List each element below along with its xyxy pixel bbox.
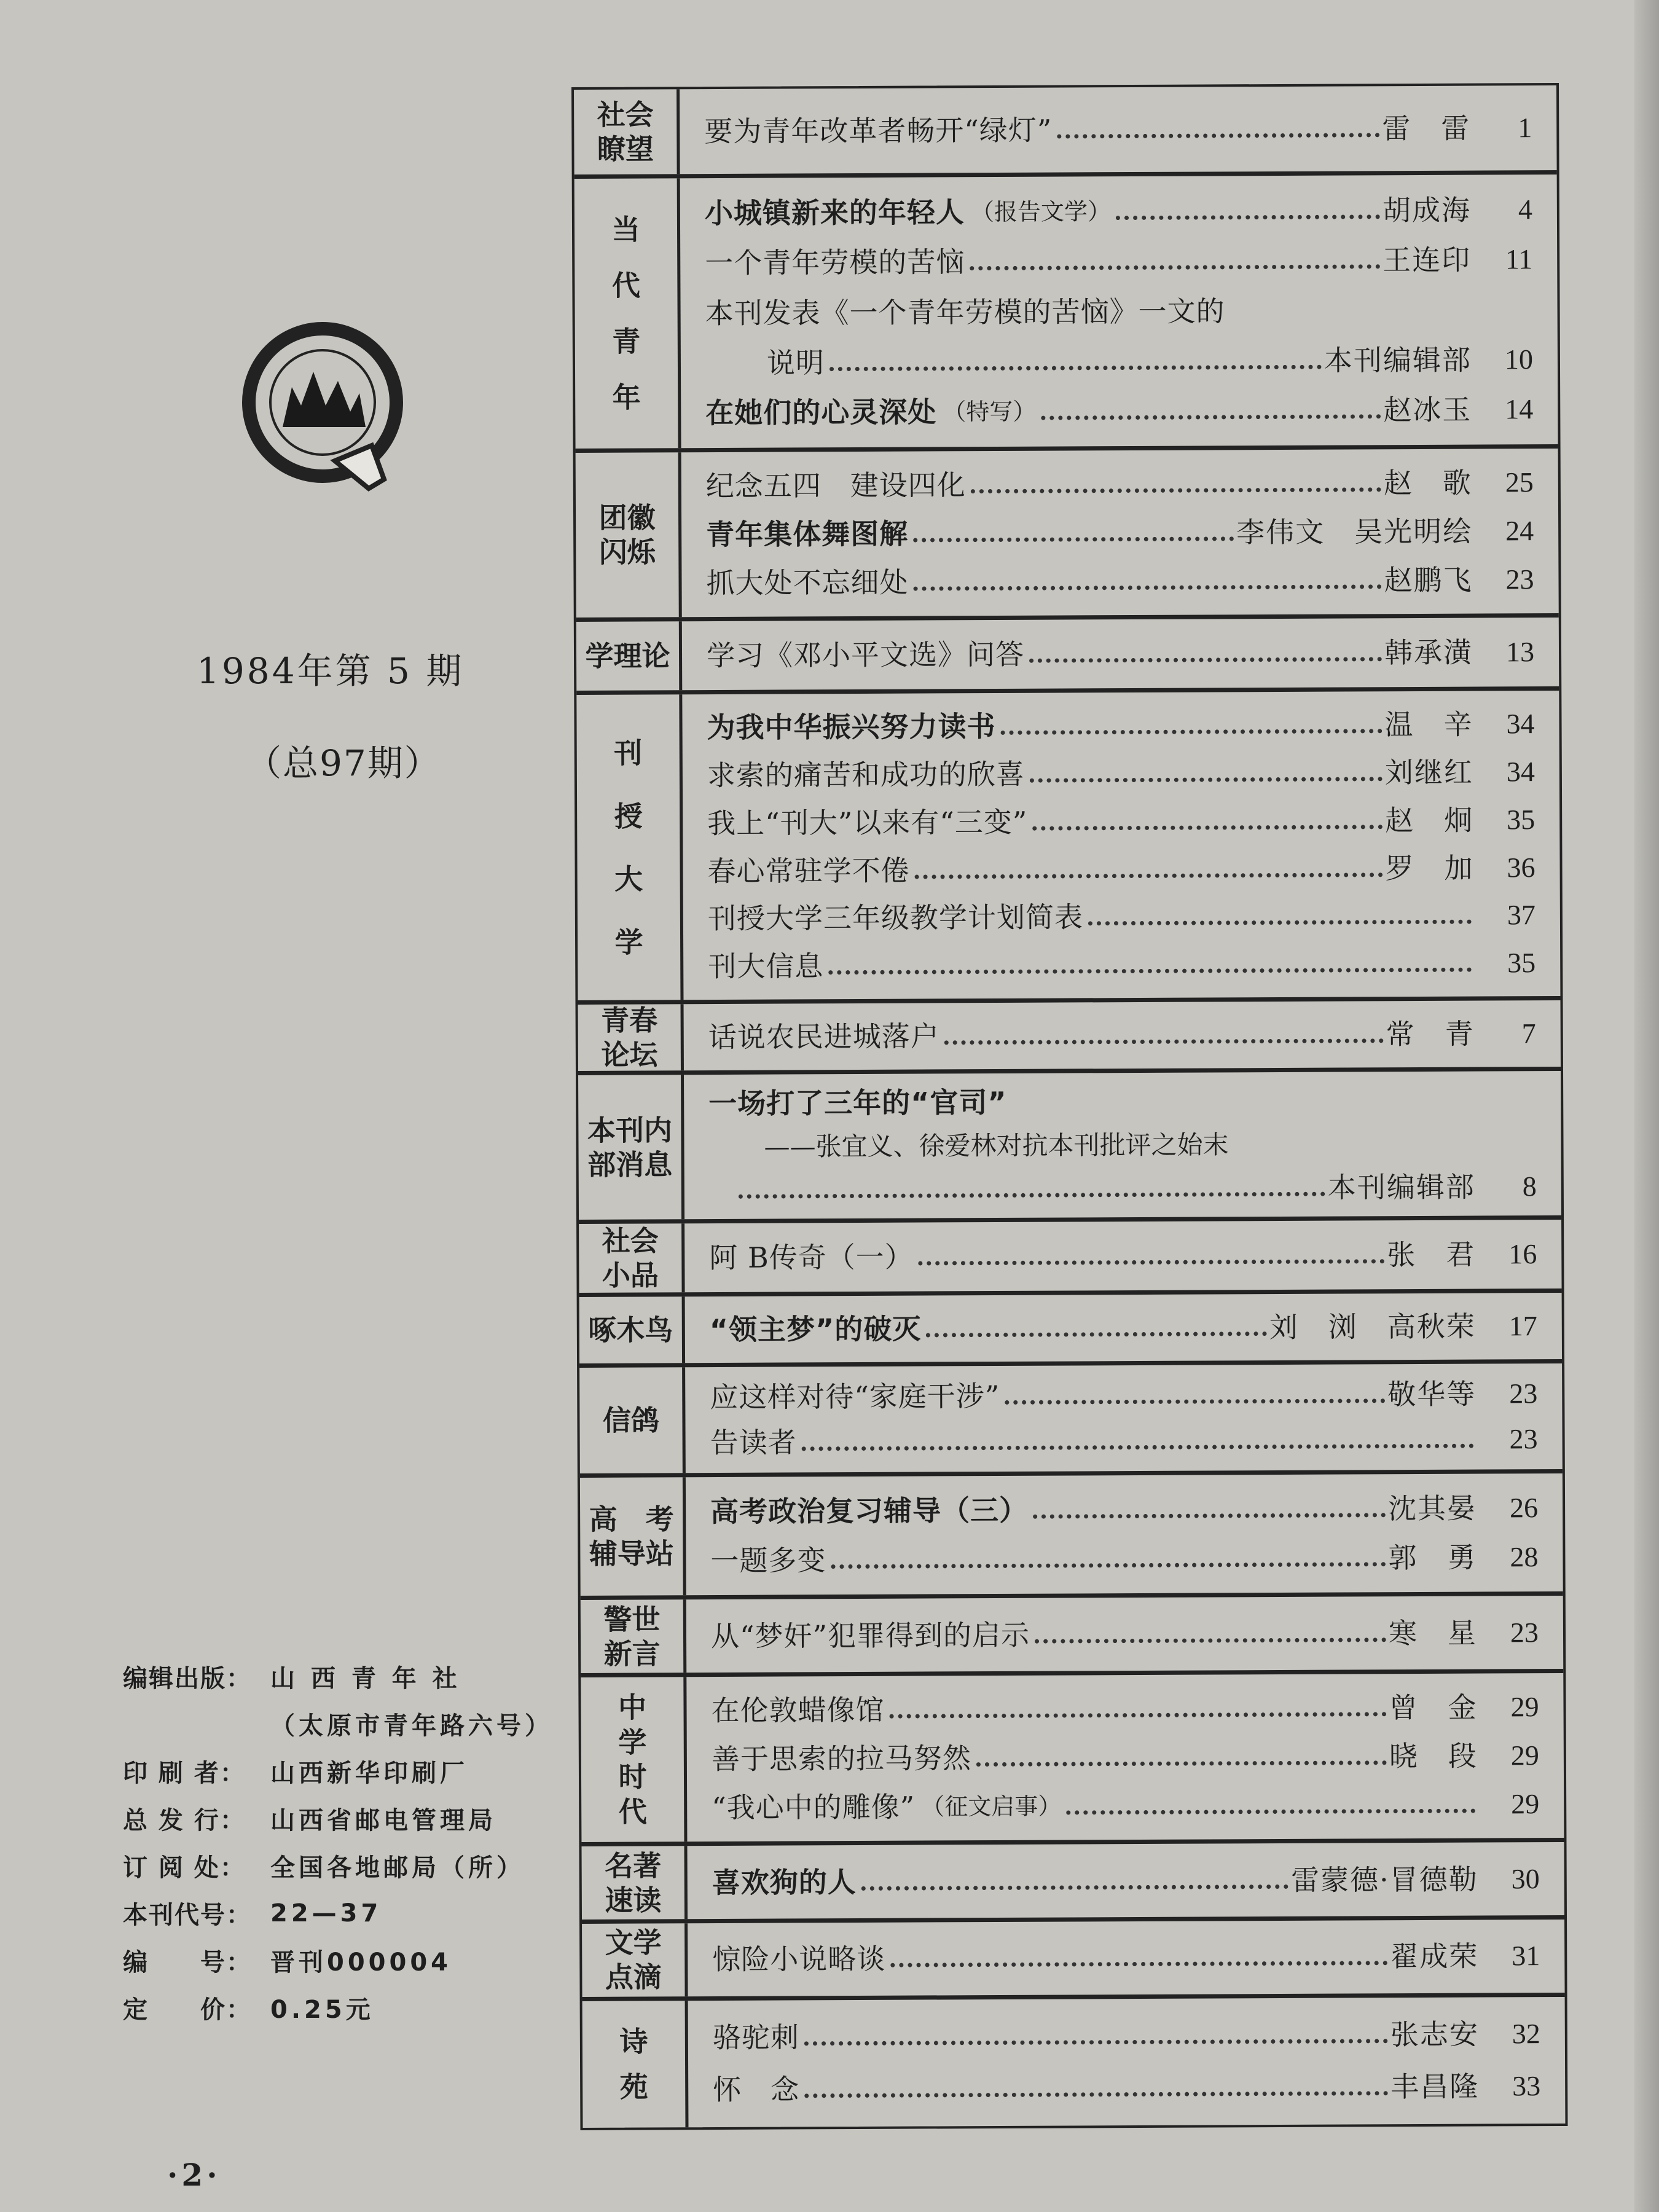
category-label-line: 闪烁 xyxy=(598,535,656,569)
entry-page-number[interactable]: 23 xyxy=(1505,563,1534,595)
section-category xyxy=(578,1075,684,1220)
entry-page-number[interactable]: 25 xyxy=(1505,466,1534,498)
section-category xyxy=(580,1477,686,1596)
dot-leader xyxy=(1030,777,1382,783)
entry-page-number[interactable]: 34 xyxy=(1506,756,1535,788)
toc-entry[interactable] xyxy=(713,2068,1540,2108)
toc-entry[interactable] xyxy=(708,897,1535,938)
entry-title[interactable]: 刊大信息 xyxy=(708,949,824,984)
toc-section xyxy=(578,1071,1561,1224)
toc-section xyxy=(574,85,1557,179)
issue-number: 1984年第 5 期 xyxy=(197,650,465,692)
entry-author: 王连印 xyxy=(1382,243,1472,277)
entry-title[interactable]: 怀 念 xyxy=(713,2073,800,2107)
category-label-line: 点滴 xyxy=(605,1960,662,1994)
category-label-line: 小品 xyxy=(602,1258,659,1293)
colophon-label: 总 发 行： xyxy=(123,1806,246,1835)
entry-author: 翟成荣 xyxy=(1390,1939,1479,1974)
dot-leader xyxy=(830,364,1322,371)
section-entries xyxy=(686,1473,1563,1596)
page-number: ·2· xyxy=(167,2157,221,2193)
page-edge-shadow xyxy=(1634,0,1659,2212)
section-category xyxy=(576,621,682,691)
dot-leader xyxy=(913,536,1234,542)
section-category xyxy=(581,1599,687,1673)
dot-leader xyxy=(828,968,1472,975)
entry-genre-note: （报告文学） xyxy=(970,198,1112,226)
dot-leader xyxy=(1032,825,1382,830)
dot-leader xyxy=(1116,214,1380,220)
colophon-value: （太原市青年路六号） xyxy=(270,1712,553,1740)
entry-genre-note: （特写） xyxy=(943,398,1037,426)
category-label-line: 刊 xyxy=(614,736,643,770)
entry-title[interactable]: 一个青年劳模的苦恼 xyxy=(705,245,965,280)
toc-entry[interactable] xyxy=(712,1861,1540,1901)
dot-leader xyxy=(802,1443,1474,1451)
magazine-logo xyxy=(230,313,421,498)
entry-title[interactable]: 高考政治复习辅导（三） xyxy=(710,1493,1029,1528)
colophon-value: 0.25元 xyxy=(270,1996,374,2024)
category-label-line: 当 xyxy=(611,213,640,246)
section-entries xyxy=(685,1363,1563,1473)
dot-leader xyxy=(890,1961,1387,1967)
entry-title[interactable]: “领主梦”的破灭 xyxy=(709,1312,922,1347)
entry-page-number[interactable]: 11 xyxy=(1505,243,1533,275)
toc-entry[interactable] xyxy=(704,109,1532,150)
entry-page-number[interactable]: 34 xyxy=(1506,708,1535,740)
section-category xyxy=(582,2001,689,2128)
colophon-value: 22—37 xyxy=(270,1899,382,1928)
toc-entry[interactable] xyxy=(711,1614,1539,1655)
category-label-line: 社会 xyxy=(602,1224,659,1258)
entry-page-number[interactable]: 7 xyxy=(1521,1018,1536,1049)
dot-leader xyxy=(1005,1399,1385,1405)
dot-leader xyxy=(1057,133,1379,138)
entry-page-number[interactable]: 31 xyxy=(1512,1940,1540,1972)
category-label-line: 年 xyxy=(612,380,641,414)
dot-leader xyxy=(914,584,1382,590)
colophon-row xyxy=(123,1842,553,1889)
entry-page-number[interactable]: 1 xyxy=(1518,111,1532,144)
category-label-line: 新言 xyxy=(603,1636,661,1671)
entry-author: 张志安 xyxy=(1390,2017,1479,2052)
toc-entry[interactable] xyxy=(708,1082,1536,1123)
toc-entry[interactable] xyxy=(710,1539,1538,1579)
toc-entry[interactable] xyxy=(708,944,1535,985)
entry-title[interactable]: 要为青年改革者畅开“绿灯” xyxy=(704,113,1053,148)
toc-section xyxy=(581,1596,1564,1677)
entry-author: 雷蒙德·冒德勒 xyxy=(1290,1862,1478,1897)
entry-page-number[interactable]: 16 xyxy=(1508,1238,1537,1270)
section-entries xyxy=(680,85,1557,174)
section-category xyxy=(581,1677,687,1842)
entry-page-number[interactable]: 4 xyxy=(1518,194,1532,226)
category-label-line: 瞭望 xyxy=(597,132,654,166)
toc-section xyxy=(582,1920,1565,2001)
entry-title[interactable]: 求索的痛苦和成功的欣喜 xyxy=(707,757,1026,793)
dot-leader xyxy=(1066,1809,1475,1815)
entry-author: 温 辛 xyxy=(1384,707,1473,742)
dot-leader xyxy=(1088,920,1472,926)
toc-entry[interactable] xyxy=(710,1376,1537,1416)
colophon-row xyxy=(123,1889,553,1937)
toc-section xyxy=(581,1842,1564,1924)
entry-page-number[interactable]: 29 xyxy=(1511,1788,1540,1820)
toc-entry-leader[interactable] xyxy=(709,1168,1537,1209)
category-label-line: 速读 xyxy=(605,1883,662,1917)
category-label-line: 学理论 xyxy=(585,639,670,673)
colophon-value: 山西省邮电管理局 xyxy=(270,1806,496,1835)
entry-author: 赵鹏飞 xyxy=(1384,563,1473,597)
toc-entry[interactable] xyxy=(709,1236,1537,1277)
entry-title[interactable]: 一题多变 xyxy=(710,1543,826,1578)
section-category xyxy=(579,1297,685,1363)
colophon-row xyxy=(123,1795,553,1842)
entry-title[interactable]: 小城镇新来的年轻人 xyxy=(704,195,965,230)
entry-title[interactable]: 应这样对待“家庭干涉” xyxy=(710,1379,1000,1414)
category-label-line: 警世 xyxy=(603,1602,661,1636)
dot-leader xyxy=(944,1038,1384,1045)
section-entries xyxy=(682,691,1560,1000)
colophon-row xyxy=(123,1984,553,2031)
toc-section xyxy=(578,1000,1561,1075)
entry-title[interactable]: 从“梦奸”犯罪得到的启示 xyxy=(710,1618,1030,1653)
section-entries xyxy=(681,449,1559,617)
section-category xyxy=(579,1224,684,1293)
toc-section xyxy=(576,449,1559,621)
entry-page-number[interactable]: 28 xyxy=(1510,1541,1539,1573)
category-label-line: 学 xyxy=(618,1725,647,1759)
section-entries xyxy=(688,1920,1565,1996)
colophon xyxy=(123,1653,553,2031)
section-category xyxy=(574,89,680,174)
toc-section xyxy=(579,1363,1563,1478)
category-label-line: 高 考 xyxy=(589,1502,674,1536)
entry-author: 胡成海 xyxy=(1382,193,1472,227)
toc-section xyxy=(576,691,1560,1005)
toc-entry[interactable] xyxy=(708,1015,1536,1056)
entry-author: 敬华等 xyxy=(1387,1377,1477,1411)
entry-page-number[interactable]: 29 xyxy=(1510,1739,1539,1771)
entry-page-number[interactable]: 32 xyxy=(1512,2018,1540,2050)
dot-leader xyxy=(970,264,1380,270)
entry-page-number[interactable]: 30 xyxy=(1511,1862,1540,1894)
entry-title[interactable]: 善于思索的拉马努然 xyxy=(711,1741,971,1776)
dot-leader xyxy=(890,1712,1387,1719)
category-label-line: 中 xyxy=(618,1690,647,1724)
toc-section xyxy=(576,618,1559,696)
toc-section xyxy=(582,1997,1566,2128)
section-entries xyxy=(686,1596,1564,1673)
toc-entry-continued[interactable] xyxy=(705,341,1533,382)
entry-page-number[interactable]: 23 xyxy=(1509,1422,1538,1454)
colophon-label: 编 号： xyxy=(123,1948,252,1977)
section-entries xyxy=(688,1997,1566,2128)
entry-title[interactable]: 纪念五四 建设四化 xyxy=(705,468,966,503)
section-category xyxy=(576,453,682,618)
entry-author: 赵 炯 xyxy=(1385,803,1474,837)
category-label-line: 啄木鸟 xyxy=(588,1313,673,1347)
entry-title[interactable]: 为我中华振兴努力读书 xyxy=(707,710,996,745)
toc-entry[interactable] xyxy=(713,2016,1540,2057)
entry-page-number[interactable]: 35 xyxy=(1507,947,1536,979)
colophon-label: 印 刷 者： xyxy=(123,1759,246,1787)
entry-author: 丰昌隆 xyxy=(1390,2069,1480,2104)
entry-author: 刘继红 xyxy=(1384,755,1473,790)
entry-page-number[interactable]: 36 xyxy=(1507,851,1535,883)
toc-entry[interactable] xyxy=(706,512,1534,553)
colophon-value: 山西新华印刷厂 xyxy=(270,1759,468,1787)
dot-leader xyxy=(804,2091,1388,2098)
dot-leader xyxy=(1033,1513,1386,1519)
dot-leader xyxy=(1029,657,1382,663)
entry-page-number[interactable]: 17 xyxy=(1508,1310,1537,1342)
toc-entry[interactable] xyxy=(710,1308,1537,1349)
colophon-label: 订 阅 处： xyxy=(123,1854,246,1882)
section-entries xyxy=(685,1293,1562,1363)
entry-page-number[interactable]: 13 xyxy=(1505,636,1535,668)
toc-entry[interactable] xyxy=(710,1489,1538,1530)
dot-leader xyxy=(739,1192,1325,1199)
toc-entry[interactable] xyxy=(707,705,1534,746)
dot-leader xyxy=(861,1884,1288,1890)
entry-title[interactable]: 骆驼刺 xyxy=(712,2020,799,2055)
category-label-line: 辅导站 xyxy=(589,1537,675,1571)
entry-author: 曾 金 xyxy=(1389,1690,1478,1725)
toc-entry[interactable] xyxy=(705,291,1532,332)
category-label-line: 名著 xyxy=(605,1848,662,1883)
entry-author: 郭 勇 xyxy=(1388,1540,1477,1575)
entry-page-number[interactable]: 10 xyxy=(1504,343,1534,375)
dot-leader xyxy=(971,488,1381,494)
entry-page-number[interactable]: 26 xyxy=(1509,1492,1539,1524)
entry-author: 李伟文 吴光明绘 xyxy=(1236,514,1473,549)
entry-title[interactable]: 本刊发表《一个青年劳模的苦恼》一文的 xyxy=(705,294,1225,330)
dot-leader xyxy=(804,2039,1388,2046)
colophon-row xyxy=(123,1937,553,1984)
section-entries xyxy=(684,1220,1561,1292)
category-label-line: 学 xyxy=(614,925,643,959)
category-label-line: 青 xyxy=(612,324,641,358)
entry-author: 赵冰玉 xyxy=(1383,393,1472,427)
entry-title[interactable]: “我心中的雕像” xyxy=(712,1790,916,1825)
entry-page-number[interactable]: 14 xyxy=(1505,393,1534,425)
entry-author: 晓 段 xyxy=(1389,1739,1478,1773)
entry-author: 赵 歌 xyxy=(1383,466,1472,500)
colophon-label: 编辑出版： xyxy=(123,1665,252,1693)
entry-page-number[interactable]: 37 xyxy=(1507,899,1536,931)
toc-entry[interactable] xyxy=(705,191,1532,232)
category-label-line: 诗 xyxy=(619,2025,648,2058)
toc-entry[interactable] xyxy=(712,1737,1539,1778)
toc-section xyxy=(579,1293,1562,1368)
category-label-line: 团徽 xyxy=(598,501,656,535)
entry-author: 本刊编辑部 xyxy=(1327,1170,1475,1204)
dot-leader xyxy=(1001,729,1382,735)
section-category xyxy=(582,1923,688,1996)
toc-section xyxy=(575,175,1558,453)
colophon-row xyxy=(123,1747,553,1795)
entry-author: 常 青 xyxy=(1386,1017,1475,1051)
entry-title[interactable]: 抓大处不忘细处 xyxy=(706,565,909,600)
category-label-line: 本刊内 xyxy=(587,1113,673,1147)
category-label-line: 部消息 xyxy=(587,1148,673,1182)
colophon-value: 晋刊000004 xyxy=(270,1948,452,1977)
toc-entry[interactable] xyxy=(712,1937,1540,1978)
category-label-line: 代 xyxy=(618,1795,647,1829)
category-label-line: 社会 xyxy=(597,98,654,131)
toc-entry[interactable] xyxy=(712,1786,1539,1826)
section-category xyxy=(576,695,683,1000)
toc-entry[interactable] xyxy=(705,391,1533,431)
toc-entry[interactable] xyxy=(707,633,1534,674)
entry-title[interactable]: 告读者 xyxy=(710,1425,797,1459)
category-label-line: 信鸽 xyxy=(602,1403,660,1437)
toc-section xyxy=(579,1220,1562,1297)
total-issue-number: （总97期） xyxy=(246,742,441,784)
section-entries xyxy=(682,618,1559,691)
toc-entry[interactable] xyxy=(711,1688,1539,1729)
entry-page-number[interactable]: 24 xyxy=(1505,515,1534,547)
category-label-line: 青春 xyxy=(601,1003,658,1037)
colophon-label: 定 价： xyxy=(123,1996,252,2024)
dot-leader xyxy=(926,1332,1267,1337)
dot-leader xyxy=(915,873,1383,879)
category-label-line: 代 xyxy=(611,269,641,302)
entry-page-number[interactable]: 23 xyxy=(1510,1616,1539,1648)
entry-title[interactable]: 惊险小说略谈 xyxy=(712,1942,886,1977)
toc-entry[interactable] xyxy=(705,241,1532,281)
dot-leader xyxy=(1041,414,1381,420)
entry-page-number[interactable]: 8 xyxy=(1522,1171,1537,1202)
entry-title[interactable]: 喜欢狗的人 xyxy=(712,1865,857,1899)
dot-leader xyxy=(976,1760,1387,1767)
entry-author: 罗 加 xyxy=(1385,851,1474,885)
entry-author: 韩承潢 xyxy=(1384,635,1473,670)
entry-page-number[interactable]: 23 xyxy=(1509,1378,1538,1410)
section-entries xyxy=(680,175,1558,449)
section-category xyxy=(575,178,681,449)
entry-author: 张 君 xyxy=(1387,1238,1476,1272)
colophon-value: 山 西 青 年 社 xyxy=(270,1665,461,1693)
entry-page-number[interactable]: 29 xyxy=(1510,1691,1539,1723)
entry-title[interactable]: 学习《邓小平文选》问答 xyxy=(706,637,1025,673)
entry-title[interactable]: 我上“刊大”以来有“三变” xyxy=(707,805,1028,840)
entry-title[interactable]: 话说农民进城落户 xyxy=(708,1019,939,1054)
colophon-row xyxy=(123,1653,553,1700)
dot-leader xyxy=(831,1562,1386,1569)
toc-entry[interactable] xyxy=(706,464,1534,504)
entry-author: 雷 雷 xyxy=(1382,111,1471,146)
entry-genre-note: （征文启事） xyxy=(921,1792,1062,1821)
toc-entry[interactable] xyxy=(707,849,1535,890)
toc-section xyxy=(580,1473,1563,1600)
section-category xyxy=(581,1846,688,1919)
toc-entry[interactable] xyxy=(707,801,1535,842)
entry-author: 刘 浏 高秋荣 xyxy=(1269,1309,1476,1344)
entry-title-continued[interactable]: 说明 xyxy=(766,346,825,380)
entry-title[interactable]: 春心常驻学不倦 xyxy=(707,853,910,888)
entry-author: 本刊编辑部 xyxy=(1324,343,1472,377)
colophon-row xyxy=(123,1700,553,1747)
entry-title[interactable]: 一场打了三年的“官司” xyxy=(708,1086,1007,1121)
entry-title[interactable]: 阿 B传奇（一） xyxy=(709,1241,914,1275)
toc-section xyxy=(581,1673,1564,1846)
entry-title[interactable]: 在她们的心灵深处 xyxy=(705,395,937,430)
entry-author: 寒 星 xyxy=(1388,1616,1478,1650)
category-label-line: 时 xyxy=(618,1760,647,1794)
colophon-label: 本刊代号： xyxy=(123,1901,252,1929)
colophon-value: 全国各地邮局（所） xyxy=(270,1854,525,1882)
entry-author: 沈其晏 xyxy=(1387,1491,1477,1526)
dot-leader xyxy=(919,1260,1385,1266)
section-entries xyxy=(686,1673,1564,1842)
category-label-line: 授 xyxy=(614,799,643,833)
entry-title[interactable]: 青年集体舞图解 xyxy=(706,517,909,552)
category-label-line: 文学 xyxy=(605,1926,662,1960)
table-of-contents xyxy=(571,83,1567,2130)
section-category xyxy=(579,1367,686,1473)
toc-entry[interactable] xyxy=(710,1421,1537,1461)
section-entries xyxy=(687,1842,1564,1919)
section-entries xyxy=(684,1071,1561,1220)
entry-title[interactable]: 在伦敦蜡像馆 xyxy=(711,1693,885,1728)
dot-leader xyxy=(1035,1637,1386,1643)
category-label-line: 论坛 xyxy=(601,1038,658,1072)
entry-subtitle: ——张宜义、徐爱林对抗本刊批评之始末 xyxy=(764,1129,1229,1162)
entry-page-number[interactable]: 35 xyxy=(1507,803,1535,836)
entry-page-number[interactable]: 33 xyxy=(1512,2070,1541,2102)
category-label-line: 大 xyxy=(614,862,643,896)
toc-entry[interactable] xyxy=(706,561,1534,602)
section-entries xyxy=(684,1000,1561,1070)
category-label-line: 苑 xyxy=(619,2070,648,2104)
entry-title[interactable]: 刊授大学三年级教学计划简表 xyxy=(707,900,1084,936)
section-category xyxy=(578,1004,684,1071)
toc-entry[interactable] xyxy=(707,753,1535,794)
